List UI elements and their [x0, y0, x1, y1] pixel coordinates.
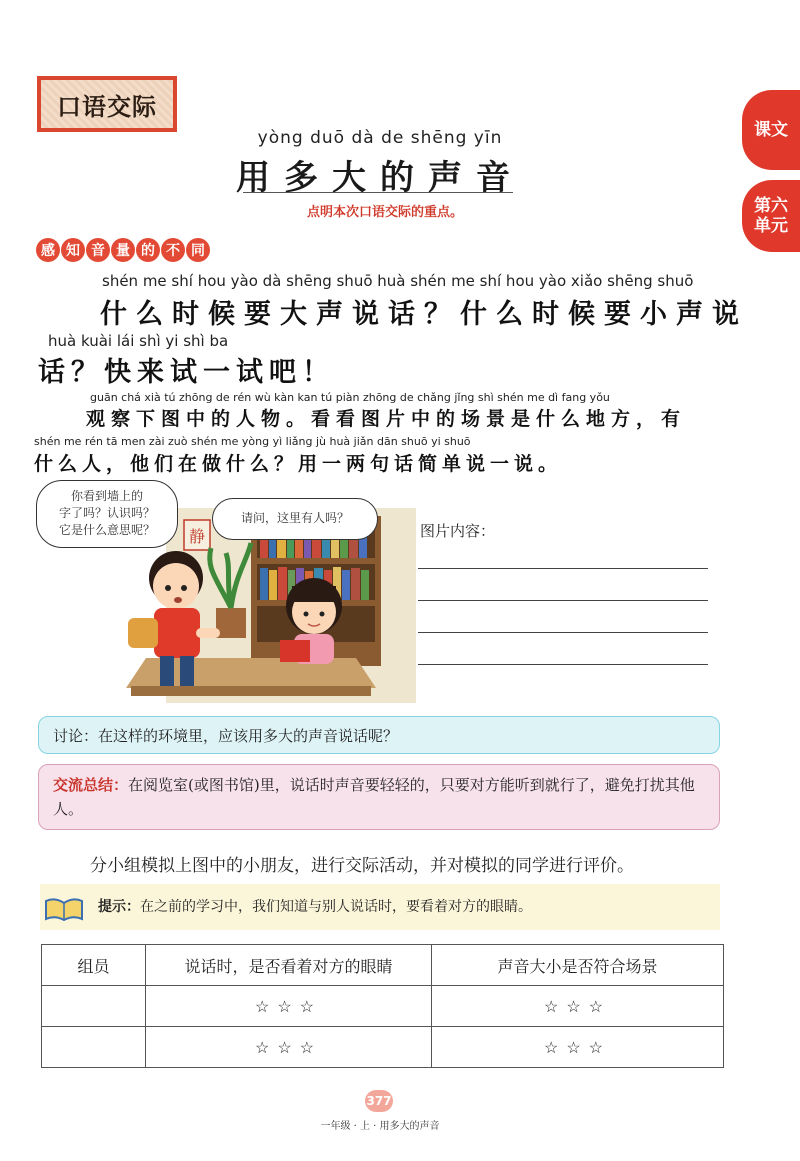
title-pinyin: yòng duō dà de shēng yīn	[257, 128, 503, 148]
section-badge	[37, 76, 177, 132]
answer-line[interactable]	[418, 632, 708, 633]
picture-content-label: 图片内容：	[420, 522, 496, 540]
table-header-volume: 声音大小是否符合场景	[432, 945, 724, 986]
star-rating-eye-contact[interactable]: ☆☆☆	[146, 1027, 432, 1068]
table-header-member: 组员	[42, 945, 146, 986]
answer-line[interactable]	[418, 568, 708, 569]
open-book-icon	[44, 897, 84, 925]
page-number: 377	[365, 1090, 393, 1112]
para2-line2-text: 什么人，他们在做什么？用一两句话简单说一说。	[34, 453, 563, 475]
section-heading-char: 感	[36, 238, 60, 262]
tab-lessons[interactable]	[742, 90, 800, 170]
table-header-eye-contact: 说话时，是否看着对方的眼睛	[146, 945, 432, 986]
star-rating-eye-contact[interactable]: ☆☆☆	[146, 986, 432, 1027]
member-cell[interactable]	[42, 1027, 146, 1068]
para1-line1-pinyin: shén me shí hou yào dà shēng shuō huà shén me shí hou yào xiǎo shēng shuō	[102, 272, 694, 290]
evaluation-table	[41, 944, 724, 1068]
discussion-box	[38, 716, 720, 754]
section-heading-char: 量	[111, 238, 135, 262]
para1-line2-pinyin: huà kuài lái shì yi shì ba	[48, 332, 229, 350]
para1-line2-text: 话？快来试一试吧！	[38, 357, 335, 388]
discussion-label: 讨论：	[53, 727, 99, 745]
tab-unit-six-line2: 单元	[754, 216, 788, 236]
title-underline	[243, 192, 513, 193]
wall-sign-text: 静	[188, 527, 206, 546]
tab-lessons-label: 课文	[754, 120, 788, 140]
table-row	[42, 986, 724, 1027]
answer-line[interactable]	[418, 664, 708, 665]
section-heading-char: 不	[161, 238, 185, 262]
para1-line1-text: 什么时候要大声说话？什么时候要小声说	[100, 299, 748, 330]
summary-text: 在阅览室(或图书馆)里，说话时声音要轻轻的，只要对方能听到就行了，避免打扰其他人。	[53, 776, 695, 818]
speech-bubble-boy-line: 它是什么意思呢？	[58, 523, 155, 537]
section-heading-char: 同	[186, 238, 210, 262]
tab-unit-six-line1: 第六	[754, 196, 788, 216]
section-heading-char: 音	[86, 238, 110, 262]
hint-text: 在之前的学习中，我们知道与别人说话时，要看着对方的眼睛。	[140, 899, 532, 915]
table-header-row	[42, 945, 724, 986]
tab-unit-six[interactable]	[742, 180, 800, 252]
page-title: 用多大的声音	[236, 158, 524, 198]
speech-bubble-boy-line: 你看到墙上的	[70, 489, 143, 503]
hint-box	[40, 884, 720, 930]
speech-bubble-girl: 请问，这里有人吗？	[212, 498, 378, 540]
summary-box	[38, 764, 720, 830]
speech-bubble-boy-line: 字了吗？认识吗？	[58, 506, 155, 520]
section-heading-char: 知	[61, 238, 85, 262]
section-heading-char: 的	[136, 238, 160, 262]
footer-caption: 一年级 · 上 · 用多大的声音	[320, 1121, 440, 1132]
discussion-text: 在这样的环境里，应该用多大的声音说话呢？	[98, 727, 399, 745]
section-badge-label: 口语交际	[41, 80, 173, 128]
answer-line[interactable]	[418, 600, 708, 601]
illustration	[36, 478, 416, 703]
para2-line1-pinyin: guān chá xià tú zhōng de rén wù kàn kan tú piàn zhōng de chǎng jǐng shì shén me dì fang yǒu	[90, 391, 610, 404]
para2-line1-text: 观察下图中的人物。看看图片中的场景是什么地方，有	[86, 408, 687, 430]
section-heading	[36, 238, 210, 262]
title-note: 点明本次口语交际的重点。	[306, 205, 463, 220]
star-rating-volume[interactable]: ☆☆☆	[432, 1027, 724, 1068]
activity-instruction: 分小组模拟上图中的小朋友，进行交际活动，并对模拟的同学进行评价。	[90, 856, 634, 876]
member-cell[interactable]	[42, 986, 146, 1027]
para2-line2-pinyin: shén me rén tā men zài zuò shén me yòng yì liǎng jù huà jiǎn dān shuō yi shuō	[34, 435, 471, 448]
star-rating-volume[interactable]: ☆☆☆	[432, 986, 724, 1027]
table-row	[42, 1027, 724, 1068]
speech-bubble-boy	[36, 480, 178, 548]
summary-label: 交流总结：	[53, 776, 129, 794]
hint-label: 提示：	[98, 899, 140, 915]
